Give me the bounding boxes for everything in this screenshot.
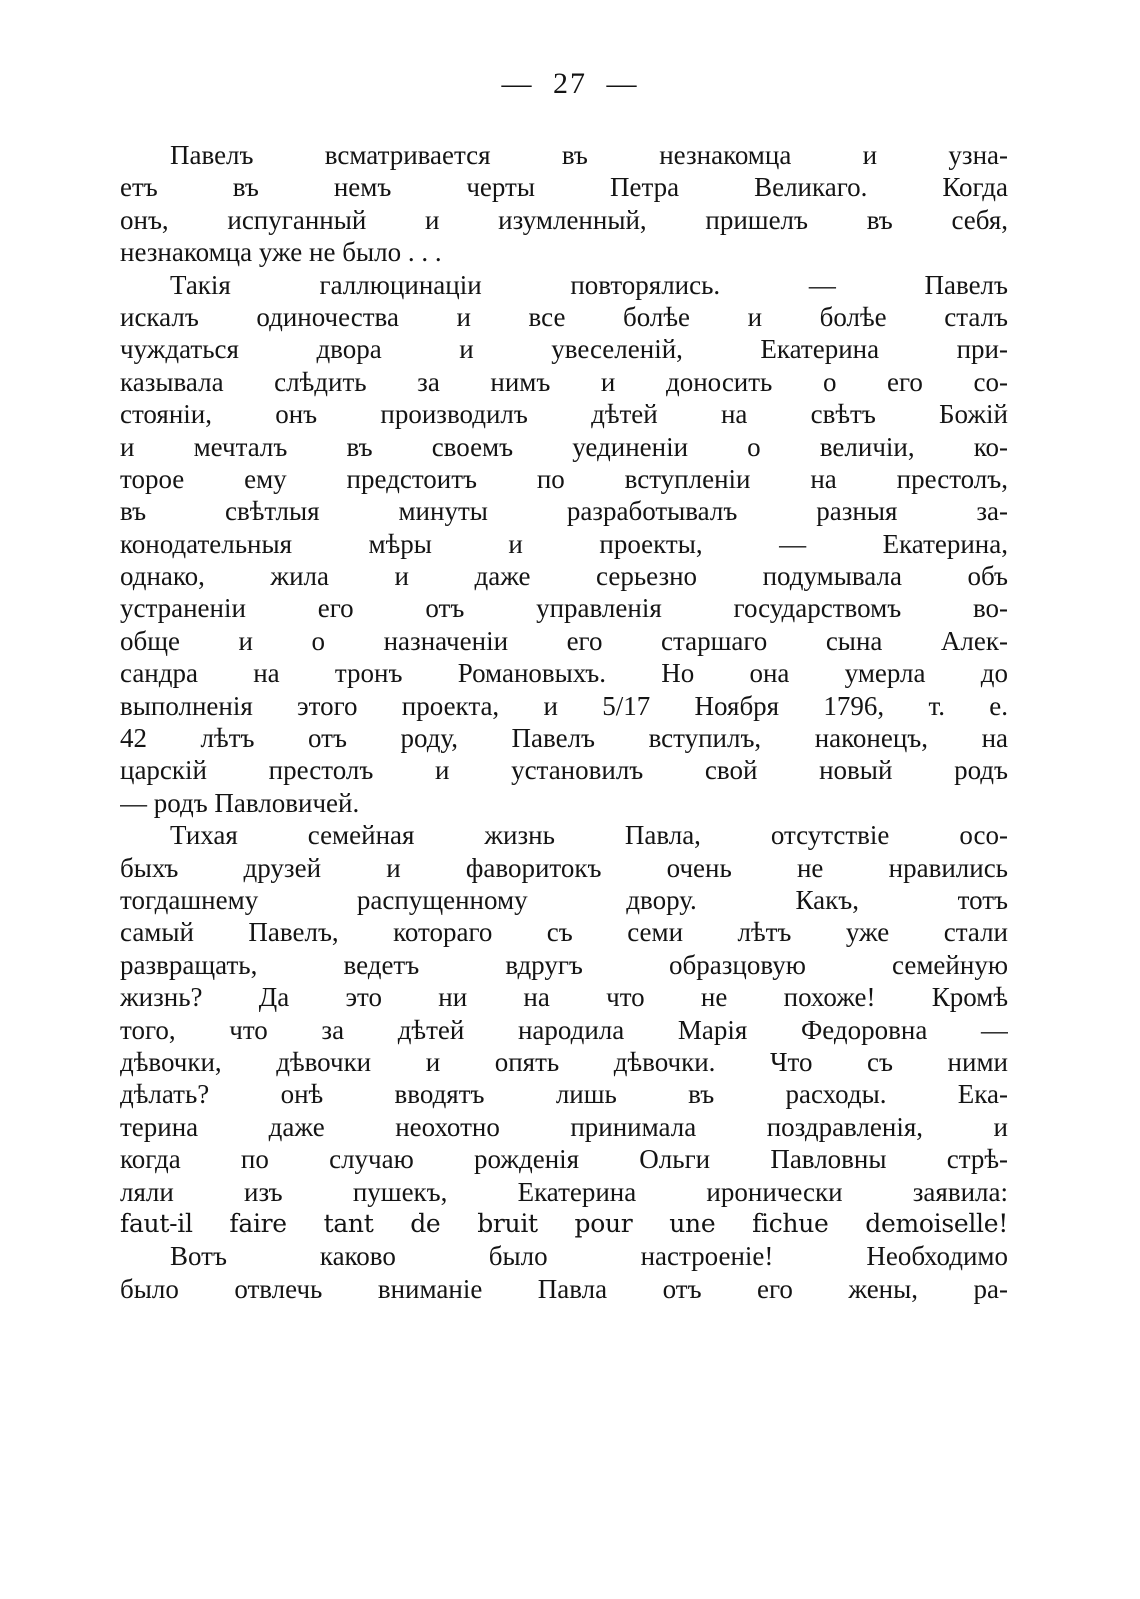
text-line: ляли изъ пушекъ, Екатерина иронически заявила: [120, 1176, 1008, 1207]
text-line: казывала слѣдить за нимъ и доносить о его со- [120, 366, 1008, 397]
text-line: — родъ Павловичей. [120, 787, 360, 818]
text-line: царскій престолъ и установилъ свой новый родъ [120, 755, 1008, 786]
text-line: однако, жила и даже серьезно подумывала объ [120, 561, 1008, 592]
text-line: сандра на тронъ Романовыхъ. Но она умерла до [120, 658, 1008, 689]
text-line: Тихая семейная жизнь Павла, отсутствіе осо- [170, 820, 1008, 851]
text-line: Вотъ каково было настроеніе! Необходимо [170, 1241, 1008, 1272]
text-line: Такія галлюцинаціи повторялись. — Павелъ [170, 269, 1008, 300]
text-line: самый Павелъ, котораго съ семи лѣтъ уже стали [120, 917, 1008, 948]
text-line: развращать, ведетъ вдругъ образцовую семейную [120, 949, 1008, 980]
text-line: чуждаться двора и увеселеній, Екатерина при- [120, 334, 1008, 365]
paragraph-3 [120, 819, 1008, 1240]
text-line: быхъ друзей и фаворитокъ очень не нравились [120, 852, 1008, 883]
text-line: устраненіи его отъ управленія государствомъ во- [120, 593, 1008, 624]
text-line: конодательныя мѣры и проекты, — Екатерина, [120, 528, 1008, 559]
paragraph-4 [120, 1240, 1008, 1305]
page-number: — 27 — [501, 67, 639, 100]
text-line: стояніи, онъ производилъ дѣтей на свѣтъ Божій [120, 399, 1008, 430]
text-line: и мечталъ въ своемъ уединеніи о величіи, ко- [120, 431, 1008, 462]
text-line: жизнь? Да это ни на что не похоже! Кромѣ [120, 982, 1008, 1013]
text-line: терина даже неохотно принимала поздравленія, и [120, 1111, 1008, 1142]
text-line: выполненія этого проекта, и 5/17 Ноября 1796, т. е. [120, 690, 1008, 721]
text-line: торое ему предстоитъ по вступленіи на престолъ, [120, 463, 1008, 494]
text-line: когда по случаю рожденія Ольги Павловны стрѣ- [120, 1144, 1008, 1175]
text-line: дѣлать? онѣ вводятъ лишь въ расходы. Ека- [120, 1079, 1008, 1110]
text-line: тогдашнему распущенному двору. Какъ, тотъ [120, 884, 1008, 915]
text-line: 42 лѣтъ отъ роду, Павелъ вступилъ, наконецъ, на [120, 723, 1008, 754]
paragraph-2 [120, 269, 1008, 820]
text-line: Павелъ всматривается въ незнакомца и узна- [170, 140, 1008, 170]
text-line: того, что за дѣтей народила Марія Федоровна — [120, 1014, 1008, 1045]
paragraph-1 [120, 139, 1008, 269]
text-line: незнакомца уже не было . . . [120, 237, 442, 268]
text-line-french-quote: faut-il faire tant de bruit pour une fichue demoiselle! [120, 1208, 1008, 1238]
text-line: искалъ одиночества и все болѣе и болѣе сталъ [120, 301, 1008, 332]
text-line: въ свѣтлыя минуты разработывалъ разныя за- [120, 496, 1008, 527]
body-text [120, 139, 1008, 1305]
text-line: онъ, испуганный и изумленный, пришелъ въ себя, [120, 204, 1008, 235]
text-line: етъ въ немъ черты Петра Великаго. Когда [120, 172, 1008, 203]
text-line: дѣвочки, дѣвочки и опять дѣвочки. Что съ ними [120, 1046, 1008, 1077]
text-line: обще и о назначеніи его старшаго сына Алек- [120, 625, 1008, 656]
text-line: было отвлечь вниманіе Павла отъ его жены, ра- [120, 1273, 1008, 1304]
